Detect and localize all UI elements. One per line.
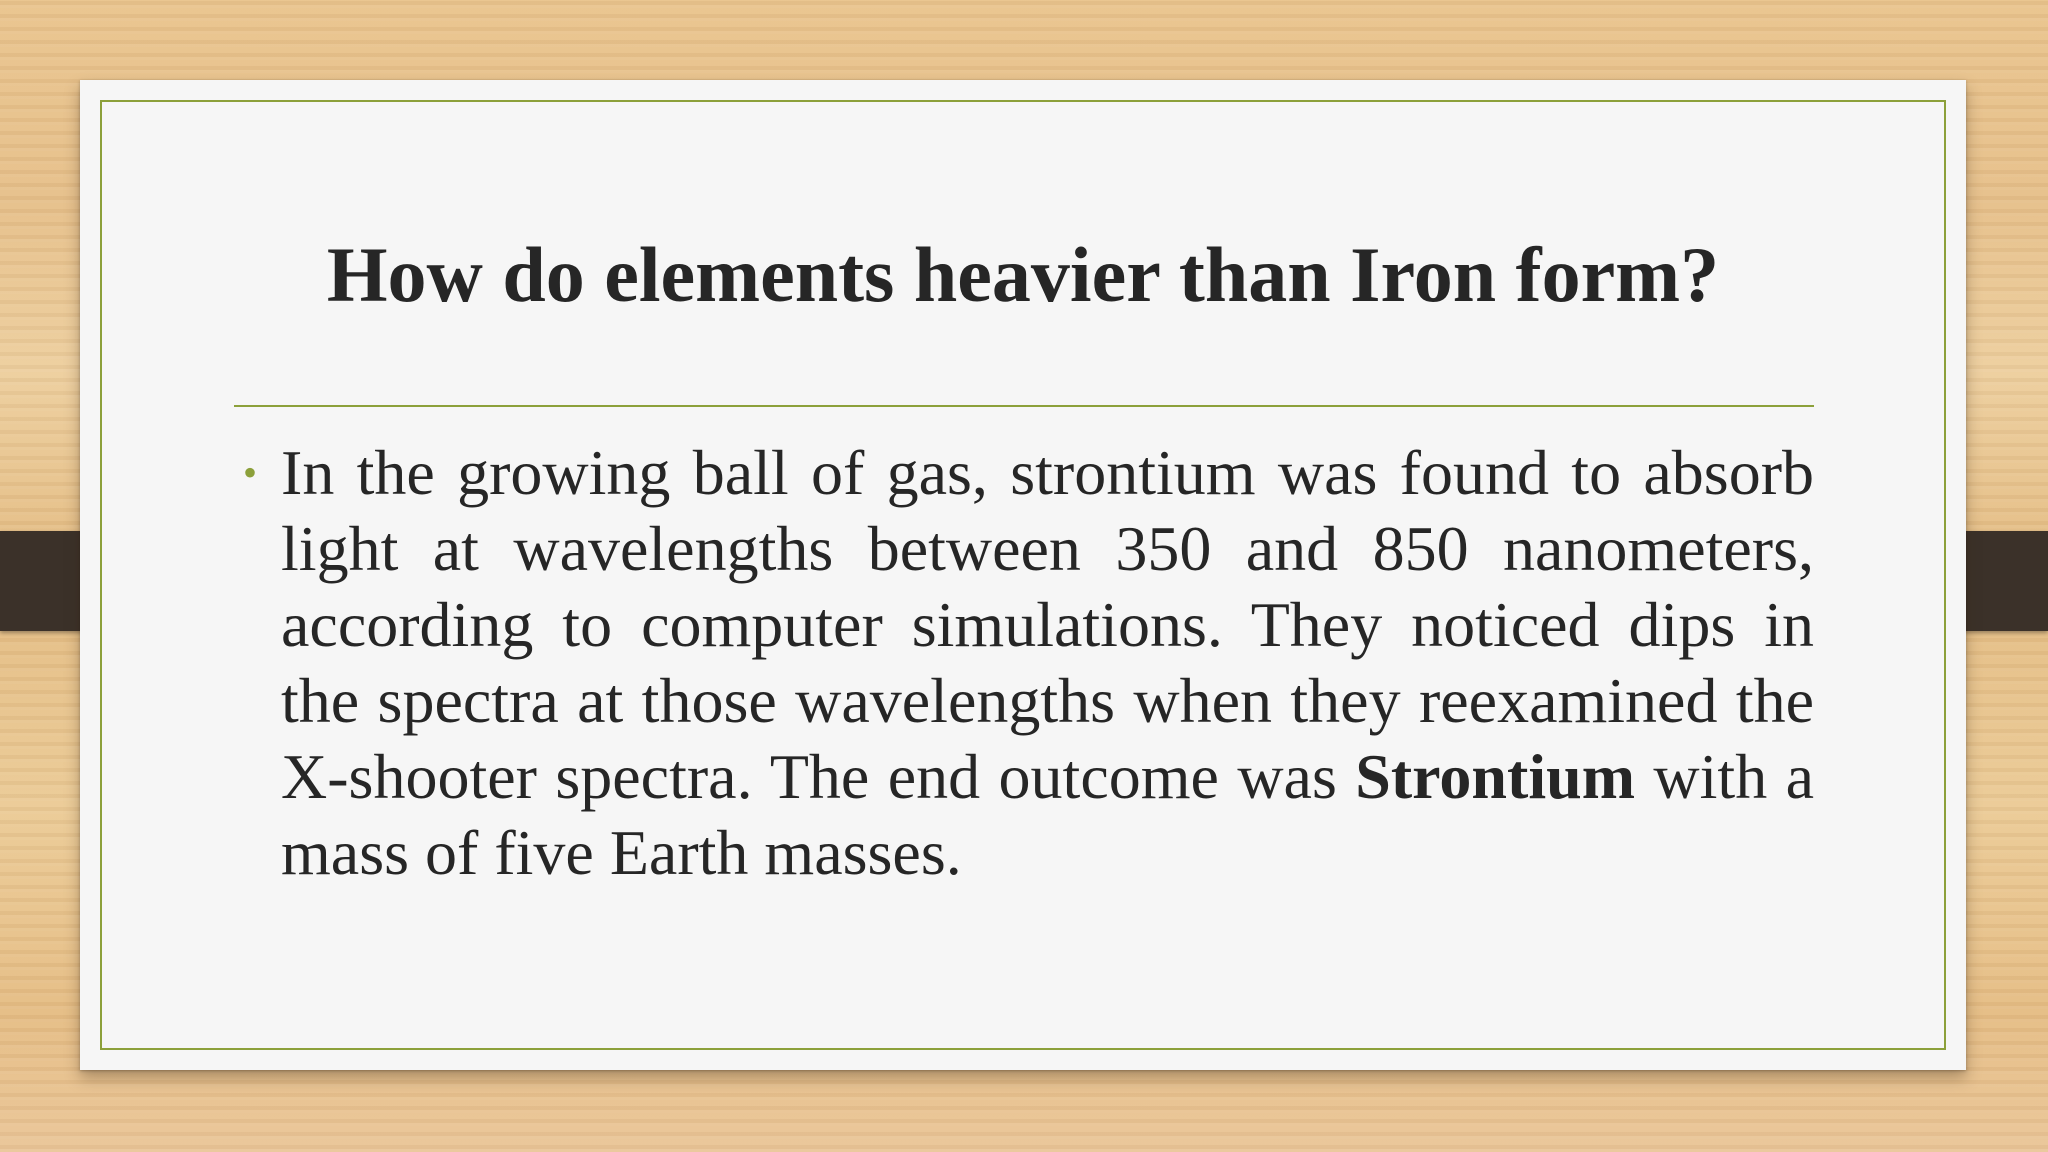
bullet-paragraph: [281, 435, 1814, 891]
bullet-dot-icon: •: [243, 450, 258, 495]
slide-title: How do elements heavier than Iron form?: [326, 231, 1720, 318]
list-item: [243, 435, 1814, 891]
slide-card: [80, 80, 1966, 1070]
bullet-text-end: with a mass of five Earth masses.: [281, 741, 1814, 888]
slide-body-list: [243, 435, 1814, 891]
bullet-emphasis: Strontium: [1355, 741, 1635, 812]
bullet-text-start: In the growing ball of gas, strontium was found to absorb light at wavelengths between 350 and 850 nanometers, according to computer simulations. They noticed dips in the spectra at those wavelengths when they reexamined the X-shooter spectra. The end outcome was: [281, 437, 1814, 812]
title-divider: [234, 405, 1814, 407]
